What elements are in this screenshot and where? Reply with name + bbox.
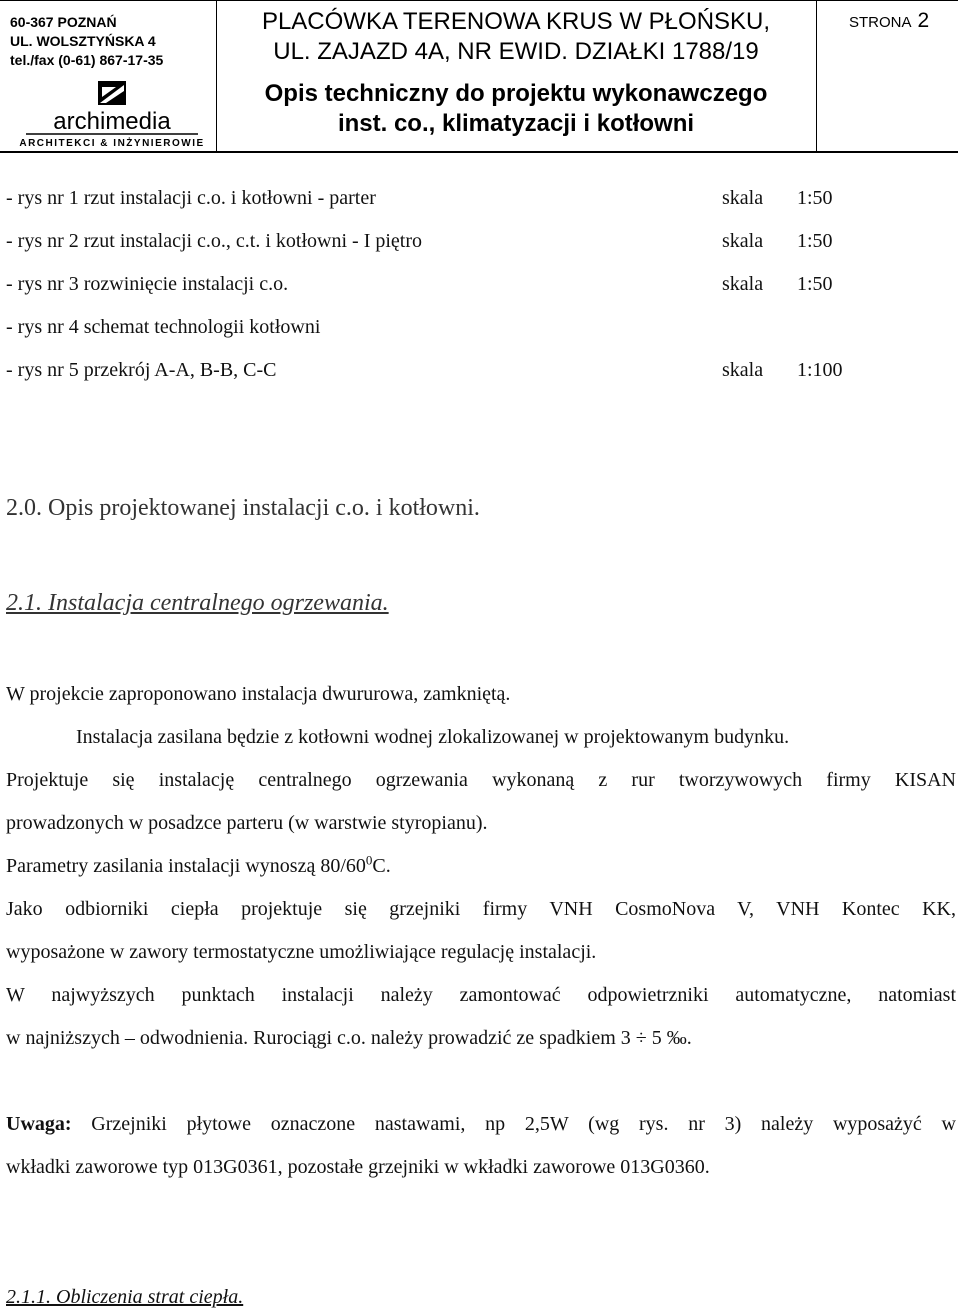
page-header [0, 0, 958, 153]
company-city: 60-367 POZNAŃ [10, 14, 117, 30]
body-paragraph-line: Projektuje się instalację centralnego ogrzewania wykonaną z rur tworzywowych firmy KISAN [6, 769, 956, 791]
logo-wordmark: archimedia [53, 108, 171, 135]
drawing-scale-word: skala [722, 187, 764, 209]
archimedia-logo [12, 77, 212, 149]
body-paragraph-line: wyposażone w zawory termostatyczne umożliwiające regulację instalacji. [6, 941, 597, 963]
section-heading-2-1: 2.1. Instalacja centralnego ogrzewania. [6, 590, 389, 616]
body-paragraph-line: Jako odbiorniki ciepła projektuje się grzejniki firmy VNH CosmoNova V, VNH Kontec KK, [6, 898, 956, 920]
body-paragraph [6, 854, 391, 878]
project-title-line-2: UL. ZAJAZD 4A, NR EWID. DZIAŁKI 1788/19 [273, 38, 759, 65]
project-title-block [216, 1, 816, 151]
drawing-scale-word: skala [722, 273, 764, 295]
supply-parameters-unit: C. [372, 855, 391, 877]
company-phone: tel./fax (0-61) 867-17-35 [10, 52, 164, 68]
note-line: wkładki zaworowe typ 013G0361, pozostałe grzejniki w wkładki zaworowe 013G0360. [6, 1156, 710, 1178]
drawing-item: - rys nr 4 schemat technologii kotłowni [6, 316, 321, 338]
drawing-item: - rys nr 2 rzut instalacji c.o., c.t. i kotłowni - I piętro [6, 230, 423, 252]
drawing-item: - rys nr 3 rozwinięcie instalacji c.o. [6, 273, 289, 295]
document-subtitle-line-1: Opis techniczny do projektu wykonawczego [264, 80, 768, 107]
note-text: Grzejniki płytowe oznaczone nastawami, np 2,5W (wg rys. nr 3) należy wyposażyć w [71, 1113, 956, 1135]
drawing-scale-word: skala [722, 359, 764, 381]
drawing-scale: 1:50 [797, 187, 833, 209]
company-street: UL. WOLSZTYŃSKA 4 [10, 33, 156, 49]
degree-superscript: 0 [365, 852, 373, 868]
page-indicator [849, 9, 929, 33]
page-number-block [816, 1, 959, 151]
document-subtitle-line-2: inst. co., klimatyzacji i kotłowni [337, 110, 695, 137]
section-heading-2-0: 2.0. Opis projektowanej instalacji c.o. i kotłowni. [6, 495, 480, 521]
page-number: 2 [917, 9, 930, 32]
drawing-scale: 1:50 [797, 230, 833, 252]
body-paragraph: Instalacja zasilana będzie z kotłowni wodnej zlokalizowanej w projektowanym budynku. [76, 726, 790, 748]
supply-parameters-text: Parametry zasilania instalacji wynoszą 80/60 [6, 855, 366, 877]
note-label: Uwaga: [6, 1113, 72, 1135]
logo-mark-icon [98, 81, 126, 105]
body-paragraph-line: prowadzonych w posadzce parteru (w warstwie styropianu). [6, 812, 488, 834]
drawing-scale: 1:50 [797, 273, 833, 295]
company-block [0, 1, 217, 151]
logo-subtitle: ARCHITEKCI & INŻYNIEROWIE [19, 138, 205, 149]
body-paragraph-line: w najniższych – odwodnienia. Rurociągi c.o. należy prowadzić ze spadkiem 3 ÷ 5 ‰. [6, 1027, 692, 1049]
section-heading-2-1-1: 2.1.1. Obliczenia strat ciepła. [6, 1286, 244, 1308]
project-title-line-1: PLACÓWKA TERENOWA KRUS W PŁOŃSKU, [261, 8, 771, 35]
drawing-scale: 1:100 [797, 359, 843, 381]
page-label: STRONA [849, 14, 912, 31]
body-paragraph-line: W najwyższych punktach instalacji należy zamontować odpowietrzniki automatyczne, natomiast [6, 984, 956, 1006]
note-line [6, 1112, 956, 1136]
drawing-item: - rys nr 1 rzut instalacji c.o. i kotłowni - parter [6, 187, 376, 209]
drawing-item: - rys nr 5 przekrój A-A, B-B, C-C [6, 359, 277, 381]
body-paragraph: W projekcie zaproponowano instalacja dwururowa, zamkniętą. [6, 683, 511, 705]
drawing-scale-word: skala [722, 230, 764, 252]
